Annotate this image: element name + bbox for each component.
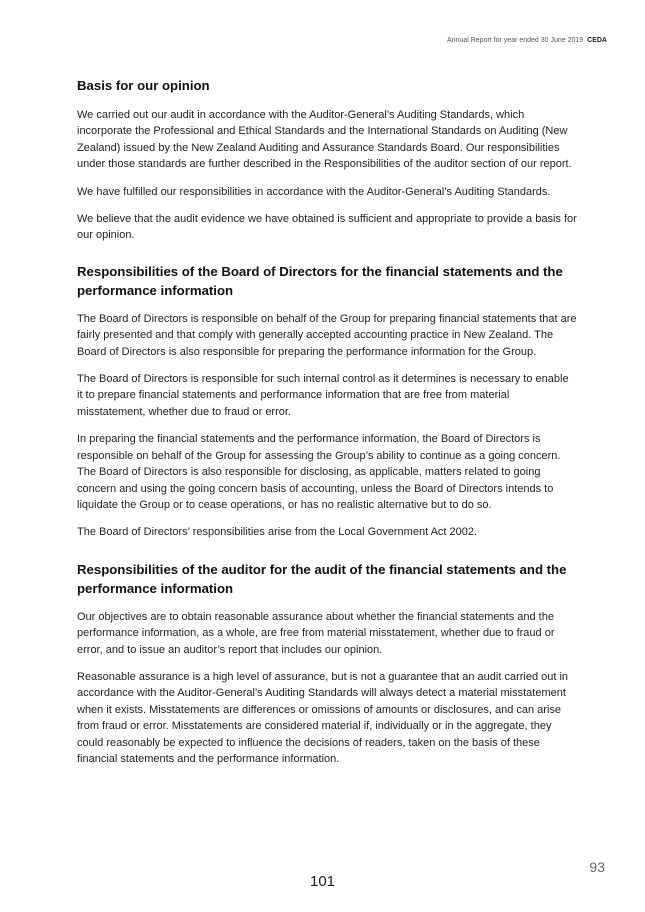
- paragraph: The Board of Directors is responsible on behalf of the Group for preparing financial statements that are fairly presented and that comply with generally accepted accounting practice in New Zealand. The Board of Directors is also responsible for preparing the performance information for the Group.: [77, 312, 577, 358]
- paragraph: We have fulfilled our responsibilities in accordance with the Auditor-General’s Auditing Standards.: [77, 185, 551, 198]
- page-number: 93: [589, 859, 605, 875]
- document-body: [77, 76, 577, 778]
- paragraph: We carried out our audit in accordance with the Auditor-General’s Auditing Standards, which incorporate the Professional and Ethical Standards and the International Standards on Auditing (New Zealand) issued by the New Zealand Auditing and Assurance Standards Board. Our responsibilities under those standards are further described in the Responsibilities of the auditor section of our report.: [77, 109, 572, 171]
- heading-auditor-responsibilities: Responsibilities of the auditor for the audit of the financial statements and the performance information: [77, 561, 567, 596]
- paragraph: The Board of Directors’ responsibilities arise from the Local Government Act 2002.: [77, 526, 478, 539]
- header-org: CEDA: [587, 37, 607, 44]
- paragraph: The Board of Directors is responsible for such internal control as it determines is necessary to enable it to prepare financial statements and performance information that are free from material misstatement, whether due to fraud or error.: [77, 373, 569, 418]
- header-text: Annual Report for year ended 30 June 2019: [446, 37, 584, 44]
- heading-basis: Basis for our opinion: [77, 78, 210, 93]
- paragraph: We believe that the audit evidence we have obtained is sufficient and appropriate to provide a basis for our opinion.: [77, 213, 577, 242]
- paragraph: In preparing the financial statements and the performance information, the Board of Directors is responsible on behalf of the Group for assessing the Group’s ability to continue as a going concern. The Board of Directors is also responsible for disclosing, as applicable, matters related to going concern and using the going concern basis of accounting, unless the Board of Directors intends to liquidate the Group or to cease operations, or has no realistic alternative but to do so.: [77, 433, 561, 511]
- document-page-number: 101: [309, 873, 336, 890]
- running-header: [447, 37, 607, 44]
- heading-board-responsibilities: Responsibilities of the Board of Directors for the financial statements and the performance information: [77, 263, 563, 298]
- paragraph: Reasonable assurance is a high level of assurance, but is not a guarantee that an audit carried out in accordance with the Auditor-General’s Auditing Standards will always detect a material misstatement when it exists. Misstatements are differences or omissions of amounts or disclosures, and can arise from fraud or error. Misstatements are considered material if, individually or in the aggregate, they could reasonably be expected to influence the decisions of readers, taken on the basis of these financial statements and the performance information.: [77, 670, 569, 765]
- paragraph: Our objectives are to obtain reasonable assurance about whether the financial statements and the performance information, as a whole, are free from material misstatement, whether due to fraud or error, and to issue an auditor’s report that includes our opinion.: [77, 610, 555, 656]
